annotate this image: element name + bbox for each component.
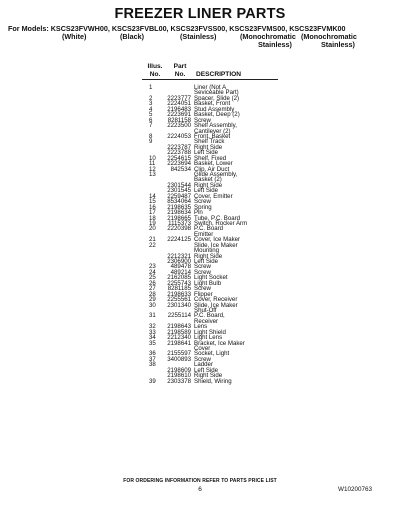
part-description: Left Side — [194, 258, 219, 265]
illus-number: 25 — [149, 274, 156, 282]
part-description: Basket, Lower — [194, 160, 233, 168]
part-description: Front, Basket — [194, 132, 231, 140]
variant-stainless: (Stainless) — [180, 32, 217, 41]
part-description: Screw — [194, 355, 211, 363]
part-number: 2301545 — [167, 187, 191, 195]
part-number: 2303378 — [167, 377, 191, 385]
illus-number: 17 — [149, 209, 156, 217]
part-description: Clip, Air Duct — [194, 165, 230, 173]
part-description: Flipper — [194, 290, 213, 298]
part-description: Light Socket — [194, 274, 228, 282]
part-description: Glide Assembly, — [194, 171, 238, 178]
illus-number: 21 — [149, 236, 156, 244]
part-description: Ladder — [194, 361, 213, 369]
part-number: 2198610 — [167, 372, 191, 380]
part-description: Cover, Emitter — [194, 192, 233, 200]
header-part-line2: No. — [174, 70, 186, 78]
illus-number: 13 — [149, 171, 156, 178]
part-description: Light Shield — [194, 328, 226, 336]
part-number: 2224051 — [167, 100, 191, 108]
variant-monochromatic-1-line1: (Monochromatic — [240, 32, 296, 41]
part-number: 2212321 — [167, 252, 191, 260]
part-number: 2198589 — [167, 328, 191, 336]
part-number: 2301340 — [167, 301, 191, 309]
part-number: 2255561 — [167, 296, 191, 304]
part-description: Light Bulb — [194, 279, 222, 287]
part-number: 1115373 — [168, 219, 191, 227]
variant-monochromatic-1 — [240, 33, 296, 50]
part-description: Cover, Receiver — [194, 296, 238, 304]
illus-number: 28 — [149, 290, 156, 298]
part-description: Pin — [194, 209, 203, 217]
part-number: 2223788 — [167, 149, 191, 157]
part-description: Shut-Off — [194, 306, 217, 314]
illus-number: 11 — [149, 160, 156, 168]
part-number: 8534064 — [167, 198, 191, 206]
part-description: Screw — [194, 198, 211, 206]
illus-number: 9 — [149, 138, 153, 146]
variant-monochromatic-2-line2: Stainless) — [320, 40, 355, 50]
illus-number: 7 — [149, 122, 153, 130]
document-code: W10200763 — [338, 486, 372, 493]
illus-number: 26 — [149, 279, 156, 287]
part-number: 2223500 — [167, 122, 191, 130]
part-description: Right Side — [194, 181, 223, 189]
illus-number: 37 — [149, 355, 156, 363]
variant-monochromatic-2 — [301, 33, 357, 50]
part-number: 2198635 — [167, 203, 191, 211]
part-number: 2198633 — [167, 290, 191, 298]
part-number: 2255743 — [167, 279, 191, 287]
part-description: Stud Assembly — [194, 105, 235, 113]
part-description: Mounting — [194, 247, 220, 255]
part-description: Bracket, Ice Maker — [194, 339, 245, 347]
part-number: 2198634 — [167, 209, 191, 217]
variant-black: (Black) — [120, 32, 144, 41]
part-number: 8281185 — [167, 285, 191, 293]
part-number: 2220398 — [167, 225, 191, 233]
part-description: Screw — [194, 285, 211, 293]
header-underline — [142, 79, 278, 80]
part-description: Slide, Ice Maker — [194, 241, 238, 249]
illus-number: 16 — [149, 203, 156, 211]
part-description: Right Side — [194, 372, 223, 380]
illus-number: 1 — [149, 84, 153, 91]
part-description: Basket, Deep (2) — [194, 111, 240, 119]
illus-number: 23 — [149, 263, 156, 271]
part-description: Shelf Assembly, — [194, 122, 237, 130]
part-number: 2198641 — [167, 339, 191, 347]
part-number: 2198609 — [167, 366, 191, 374]
part-description: Seviceable Part) — [194, 89, 239, 97]
part-number: 2198643 — [167, 323, 191, 331]
parts-list — [0, 85, 400, 384]
part-description: Screw — [194, 116, 211, 124]
part-number: 2224125 — [167, 236, 191, 244]
header-part-line1: Part — [173, 63, 187, 70]
part-description: Tube, P.C. Board — [194, 214, 241, 222]
part-number: 2198665 — [167, 214, 191, 222]
illus-number: 35 — [149, 339, 156, 347]
part-number: 2255114 — [167, 312, 191, 320]
part-description: Light Lens — [194, 334, 223, 342]
illus-number: 14 — [149, 192, 156, 200]
part-description: Cantilever (2) — [194, 127, 231, 135]
variant-white: (White) — [62, 32, 87, 41]
part-description: Cover — [194, 345, 211, 352]
part-number: 842534 — [170, 165, 191, 173]
illus-number: 6 — [149, 116, 153, 124]
part-number: 3400893 — [167, 355, 191, 363]
header-part-no — [170, 63, 190, 78]
illus-number: 10 — [149, 154, 156, 162]
part-description: Screw — [194, 268, 211, 276]
part-description: Switch, Rocker Arm — [194, 219, 248, 227]
part-description: P.C. Board, — [194, 312, 225, 320]
illus-number: 3 — [149, 100, 153, 108]
part-description: Cover, Ice Maker — [194, 236, 241, 244]
part-number: 2306900 — [167, 258, 191, 265]
part-number: 8281158 — [167, 116, 191, 124]
part-description: Socket, Light — [194, 350, 230, 358]
part-description: Liner (Not A — [194, 84, 227, 91]
illus-number: 32 — [149, 323, 156, 331]
part-number: 2223777 — [167, 94, 191, 102]
part-description: Shield, Wiring — [194, 377, 232, 385]
illus-number: 30 — [149, 301, 156, 309]
models-line: For Models: KSCS23FVWH00, KSCS23FVBL00, KSCS23FVSS00, KSCS23FVMS00, KSCS23FVMK00 — [8, 24, 346, 33]
part-description: P.C. Board — [194, 225, 224, 233]
variant-monochromatic-2-line1: (Monochromatic — [301, 32, 357, 41]
illus-number: 38 — [149, 361, 156, 369]
ordering-info-footer: FOR ORDERING INFORMATION REFER TO PARTS PRICE LIST — [123, 478, 277, 484]
part-description: Spring — [194, 203, 212, 211]
part-number: 489478 — [170, 263, 191, 271]
part-description: Left Side — [194, 187, 219, 195]
part-number: 2223694 — [167, 160, 191, 168]
header-illus-line2: No. — [149, 70, 161, 78]
illus-number: 4 — [149, 105, 153, 113]
illus-number: 36 — [149, 350, 156, 358]
illus-number: 2 — [149, 94, 153, 102]
part-description: Receiver — [194, 317, 219, 325]
page-number: 6 — [198, 486, 202, 493]
illus-number: 24 — [149, 268, 156, 276]
illus-number: 33 — [149, 328, 156, 336]
part-description: Spacer, Slide (2) — [194, 94, 240, 102]
illus-number: 39 — [149, 377, 156, 385]
part-number: 2223787 — [167, 143, 191, 151]
part-number: 2254615 — [167, 154, 191, 162]
part-description: Basket (2) — [194, 176, 222, 184]
part-number: 489214 — [170, 268, 191, 276]
part-description: Shelf, Fixed — [194, 154, 227, 162]
illus-number: 31 — [149, 312, 156, 320]
illus-number: 22 — [149, 241, 156, 249]
illus-number: 8 — [149, 132, 153, 140]
illus-number: 20 — [149, 225, 156, 233]
parts-row — [0, 379, 400, 384]
page-title: FREEZER LINER PARTS — [114, 6, 286, 22]
part-description: Right Side — [194, 143, 223, 151]
part-description: Lens — [194, 323, 208, 331]
illus-number: 34 — [149, 334, 156, 342]
illus-number: 29 — [149, 296, 156, 304]
part-description: Screw — [194, 263, 211, 271]
variant-monochromatic-1-line2: Stainless) — [257, 40, 292, 50]
part-number: 2162085 — [167, 274, 191, 282]
part-number: 2223691 — [167, 111, 191, 119]
part-description: Emitter — [194, 230, 214, 238]
part-number: 2155597 — [167, 350, 191, 358]
part-description: Right Side — [194, 252, 223, 260]
part-description: Basket, Front — [194, 100, 231, 108]
part-description: Slide, Ice Maker — [194, 301, 238, 309]
illus-number: 19 — [149, 219, 156, 227]
illus-number: 15 — [149, 198, 156, 206]
illus-number: 12 — [149, 165, 156, 173]
header-description: DESCRIPTION — [196, 70, 242, 78]
part-description: Shelf Track — [194, 138, 225, 146]
part-number: 2196483 — [167, 105, 191, 113]
part-number: 2212340 — [167, 334, 191, 342]
part-description: Left Side — [194, 149, 219, 157]
illus-number: 5 — [149, 111, 153, 119]
illus-number: 27 — [149, 285, 156, 293]
part-number: 2224053 — [167, 132, 191, 140]
part-description: Left Side — [194, 366, 219, 374]
part-number: 2301544 — [167, 181, 191, 189]
part-number: 2259487 — [167, 192, 191, 200]
illus-number: 18 — [149, 214, 156, 222]
header-illus-line1: Illus. — [147, 63, 163, 70]
header-illus-no — [144, 63, 166, 78]
